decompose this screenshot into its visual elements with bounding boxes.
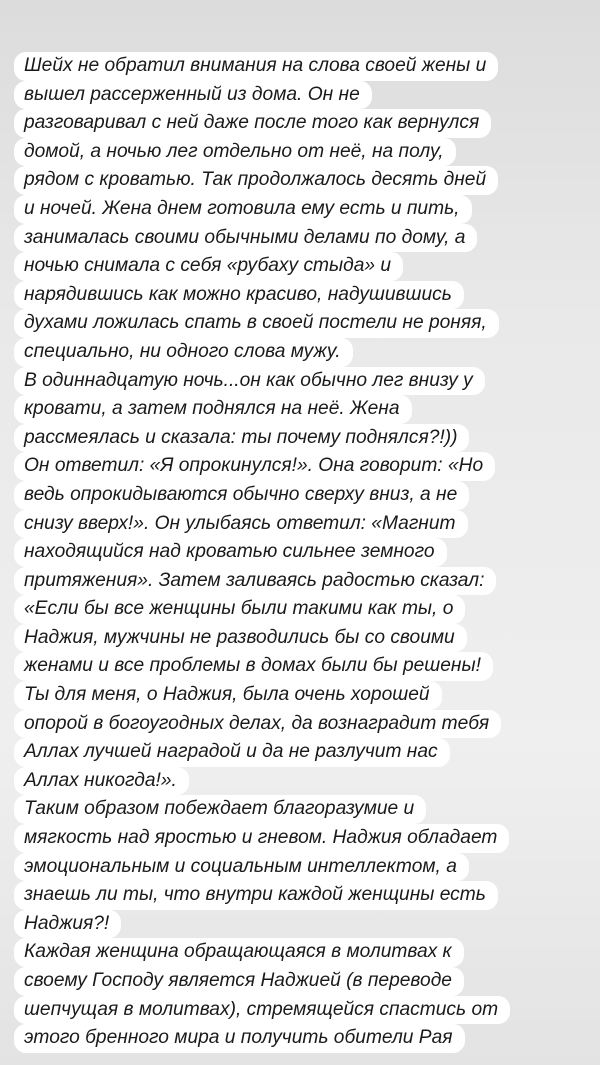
text-line: своему Господу является Наджией (в переводе — [14, 967, 594, 996]
text-line: Каждая женщина обращающаяся в молитвах к — [14, 938, 594, 967]
text-line: Аллах никогда!». — [14, 767, 594, 796]
text-line: разговаривал с ней даже после того как вернулся — [14, 109, 594, 138]
text-line: «Если бы все женщины были такими как ты, о — [14, 595, 594, 624]
text-line: Шейх не обратил внимания на слова своей жены и — [14, 52, 594, 81]
text-line: Наджия, мужчины не разводились бы со своими — [14, 624, 594, 653]
text-line: вышел рассерженный из дома. Он не — [14, 81, 594, 110]
text-line: мягкость над яростью и гневом. Наджия обладает — [14, 824, 594, 853]
text-line: находящийся над кроватью сильнее земного — [14, 538, 594, 567]
text-line: шепчущая в молитвах), стремящейся спастись от — [14, 996, 594, 1025]
text-line: В одиннадцатую ночь...он как обычно лег внизу у — [14, 367, 594, 396]
text-line: рассмеялась и сказала: ты почему поднялся?!)) — [14, 424, 594, 453]
text-line: Он ответил: «Я опрокинулся!». Она говорит: «Но — [14, 452, 594, 481]
text-line: снизу вверх!». Он улыбаясь ответил: «Магнит — [14, 510, 594, 539]
text-line: ночью снимала с себя «рубаху стыда» и — [14, 252, 594, 281]
text-line: женами и все проблемы в домах были бы решены! — [14, 652, 594, 681]
story-text-block — [14, 52, 594, 1053]
text-line: специально, ни одного слова мужу. — [14, 338, 594, 367]
text-line: рядом с кроватью. Так продолжалось десять дней — [14, 166, 594, 195]
text-line: притяжения». Затем заливаясь радостью сказал: — [14, 567, 594, 596]
text-line: ведь опрокидываются обычно сверху вниз, а не — [14, 481, 594, 510]
text-line: и ночей. Жена днем готовила ему есть и пить, — [14, 195, 594, 224]
text-line: кровати, а затем поднялся на неё. Жена — [14, 395, 594, 424]
text-line: Аллах лучшей наградой и да не разлучит нас — [14, 738, 594, 767]
text-line: домой, а ночью лег отдельно от неё, на полу, — [14, 138, 594, 167]
text-line: эмоциональным и социальным интеллектом, а — [14, 853, 594, 882]
text-line: духами ложилась спать в своей постели не роняя, — [14, 309, 594, 338]
text-line: Наджия?! — [14, 910, 594, 939]
text-line: Ты для меня, о Наджия, была очень хорошей — [14, 681, 594, 710]
text-line: занималась своими обычными делами по дому, а — [14, 224, 594, 253]
text-line: знаешь ли ты, что внутри каждой женщины есть — [14, 881, 594, 910]
text-line: этого бренного мира и получить обители Рая — [14, 1024, 594, 1053]
text-line: нарядившись как можно красиво, надушившись — [14, 281, 594, 310]
text-line: Таким образом побеждает благоразумие и — [14, 795, 594, 824]
text-line: опорой в богоугодных делах, да вознаградит тебя — [14, 710, 594, 739]
